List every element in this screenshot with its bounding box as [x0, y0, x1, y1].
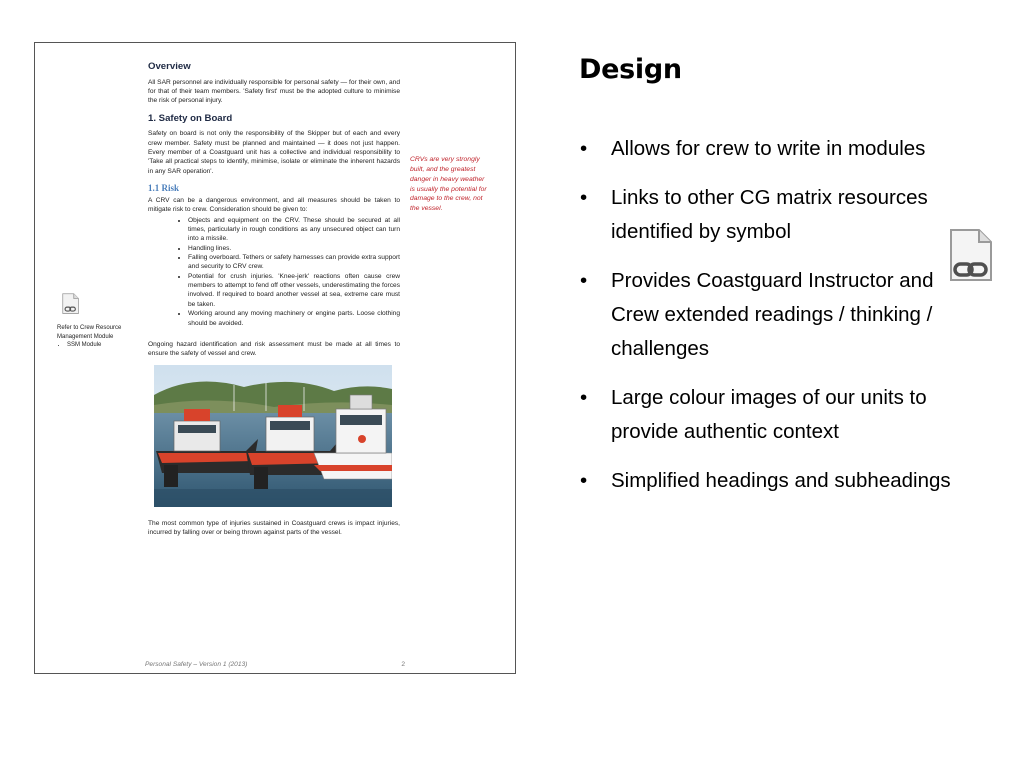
injury-text: The most common type of injuries sustained in Coastguard crews is impact injuries, incurred by falling over or being thrown against parts of the vessel.: [148, 519, 400, 536]
bullet-item: • Large colour images of our units to provide authentic context: [580, 381, 960, 449]
sidebar-ref-text: Refer to Crew Resource Management Module: [57, 325, 122, 340]
risk-item: • Handling lines.: [188, 244, 400, 253]
bullet-item: • Simplified headings and subheadings: [580, 464, 960, 498]
slide-title: Design: [579, 54, 682, 85]
boats-photo-image: [154, 365, 392, 507]
risk-item: • Objects and equipment on the CRV. These should be secured at all times, particularly in rough conditions as any unsecured object can turn into a missile.: [188, 216, 400, 244]
boats-photo: [154, 365, 392, 507]
overview-heading: Overview: [148, 61, 191, 72]
hazard-text: Ongoing hazard identification and risk assessment must be made at all times to ensure the safety of vessel and crew.: [148, 340, 400, 358]
bullet-item: • Provides Coastguard Instructor and Crew extended readings / thinking / challenges: [580, 264, 960, 366]
page-number: 2: [401, 661, 405, 668]
bullet-item: • Allows for crew to write in modules: [580, 132, 960, 166]
footer-text: Personal Safety – Version 1 (2013): [145, 661, 248, 668]
page-footer: [145, 661, 405, 668]
overview-text: All SAR personnel are individually responsible for personal safety — for their own, and for that of their team members. 'Safety first' must be the adopted culture to minimise the risk of personal injury.: [148, 78, 400, 105]
risk-list: [188, 216, 400, 328]
side-note: CRVs are very strongly built, and the greatest danger in heavy weather is usually the potential for damage to the crew, not the vessel.: [410, 156, 487, 213]
risk-item: • Falling overboard. Tethers or safety harnesses can provide extra support and security to CRV crew.: [188, 253, 400, 272]
bullet-item: • Links to other CG matrix resources identified by symbol: [580, 181, 960, 249]
risk-text: A CRV can be a dangerous environment, and all measures should be taken to mitigate risk to crew. Consideration should be given to:: [148, 196, 400, 214]
sidebar-list-item: • SSM Module: [67, 341, 147, 349]
risk-heading: 1.1 Risk: [148, 183, 180, 194]
document-link-icon[interactable]: [946, 228, 998, 289]
section1-text: Safety on board is not only the responsibility of the Skipper but of each and every crew member. Safety must be planned and maintained — it does not just happen. Every member of a Coastguard unit has a collective and individual responsibility to 'Take all practical steps to identify, minimise, isolate or eliminate the inherent hazards in any SAR operation'.: [148, 130, 400, 175]
document-link-icon[interactable]: [61, 293, 147, 318]
bullet-list: [580, 132, 960, 513]
risk-item: • Potential for crush injuries. 'Knee-jerk' reactions often cause crew members to attempt to fend off other vessels, underestimating the forces involved. If required to board another vessel at sea, extreme care must be taken.: [188, 272, 400, 309]
document-page: [34, 42, 516, 674]
section1-heading: 1. Safety on Board: [148, 112, 233, 124]
sidebar-list: [57, 341, 147, 349]
sidebar-reference: [57, 293, 147, 350]
risk-item: • Working around any moving machinery or engine parts. Loose clothing should be avoided.: [188, 309, 400, 328]
document-body: [148, 57, 400, 543]
